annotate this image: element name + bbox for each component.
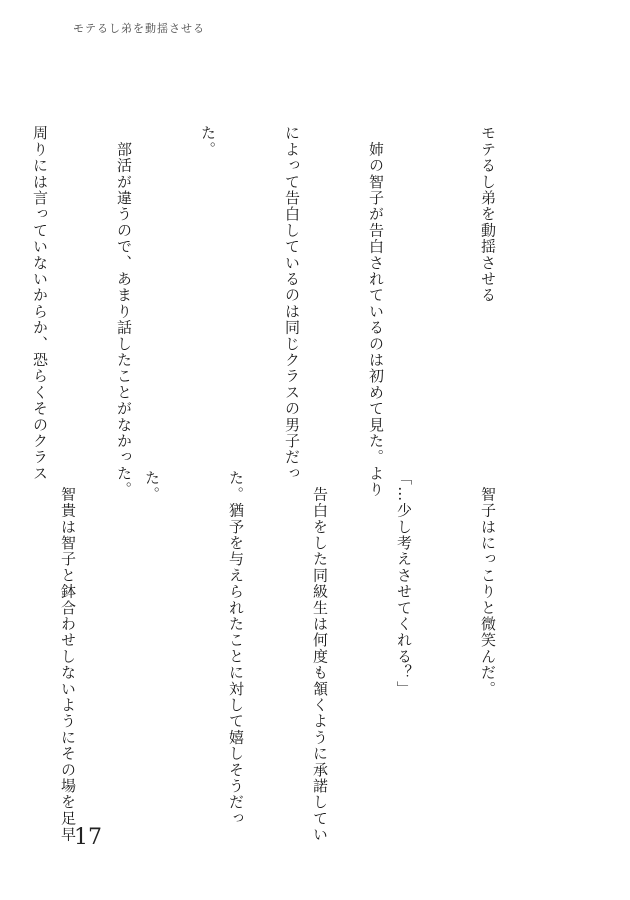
text-line: 智貴は智子と鉢合わせしないようにその場を足早 [59, 470, 77, 843]
text-line: によって告白しているのは同じクラスの男子だっ [283, 125, 301, 482]
text-line: 告白をした同級生は何度も頷くように承諾してい [311, 470, 329, 843]
text-line: た。 [143, 470, 161, 503]
text-line: 「…少し考えさせてくれる？」 [395, 470, 413, 697]
chapter-title: モテるし弟を動揺させる [479, 125, 497, 304]
text-line: 周りには言っていないからか、恐らくそのクラス [31, 125, 49, 482]
page-number: 17 [74, 825, 102, 850]
upper-text-block [0, 125, 558, 498]
text-line: た。猶予を与えられたことに対して嬉しそうだっ [227, 470, 245, 827]
running-header: モテるし弟を動揺させる [73, 22, 205, 35]
text-line: 智子はにっこりと微笑んだ。 [479, 470, 497, 697]
text-line: 部活が違うので、あまり話したことがなかった。 [115, 125, 133, 498]
text-line: た。 [199, 125, 217, 158]
text-line: 姉の智子が告白されているのは初めて見た。より [367, 125, 385, 498]
